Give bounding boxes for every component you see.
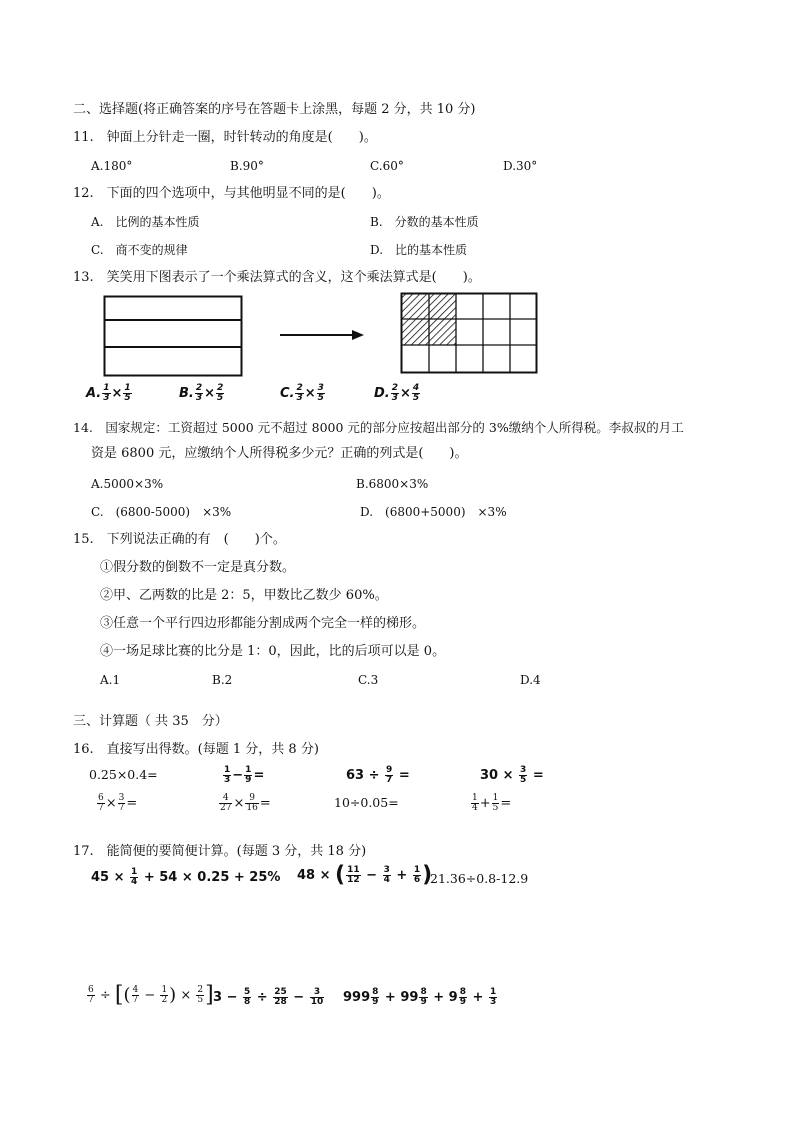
- q17-problem-3: 21.36÷0.8-12.9: [430, 871, 529, 886]
- section-3-header: 三、计算题（ 共 35 分）: [73, 714, 228, 729]
- q12-stem: 12. 下面的四个选项中，与其他明显不同的是( )。: [73, 186, 390, 201]
- q15-option-b: B.2: [212, 673, 233, 687]
- q15-stem: 15. 下列说法正确的有 ( )个。: [73, 532, 286, 547]
- q14-stem-line2: 资是 6800 元，应缴纳个人所得税多少元？正确的列式是( )。: [91, 446, 468, 461]
- q13-option-d: D. $\frac{2}{3}$ × $\frac{4}{5}$: [374, 383, 420, 403]
- q17-stem: 17. 能简便的要简便计算。(每题 3 分，共 18 分): [73, 844, 367, 859]
- section-2-header: 二、选择题(将正确答案的序号在答题卡上涂黑，每题 2 分，共 10 分): [73, 102, 476, 117]
- q16-expr-7: 10÷0.05=: [334, 795, 399, 810]
- q11-stem: 11. 钟面上分针走一圈，时针转动的角度是( )。: [73, 130, 377, 145]
- q15-statement-3: ③任意一个平行四边形都能分割成两个完全一样的梯形。: [100, 616, 426, 631]
- q14-stem-line1: 14. 国家规定：工资超过 5000 元不超过 8000 元的部分应按超出部分的 3%缴纳个人所得税。李叔叔的月工: [73, 420, 684, 435]
- q15-option-a: A.1: [100, 673, 121, 687]
- q12-option-c: C. 商不变的规律: [91, 243, 188, 257]
- q14-option-a: A.5000×3%: [91, 477, 164, 491]
- q17-problem-4: $\frac{6}{7}$ ÷ [( $\frac{4}{7}$ − $\frac{1}{2}$ ) × $\frac{2}{5}$ ]: [88, 982, 214, 1008]
- q16-expr-5: $\frac{6}{7}$ × $\frac{3}{7}$ =: [98, 793, 138, 813]
- q14-option-c: C. (6800-5000) ×3%: [91, 505, 232, 519]
- q17-problem-6: 999 $\frac{8}{9}$ + 99 $\frac{8}{9}$ + 9 $\frac{8}{9}$ + $\frac{1}{3}$: [343, 987, 497, 1007]
- q16-expr-1: 0.25×0.4=: [89, 767, 158, 782]
- q16-expr-2: $\frac{1}{3}$ − $\frac{1}{9}$ =: [224, 765, 265, 785]
- q13-stem: 13. 笑笑用下图表示了一个乘法算式的含义，这个乘法算式是( )。: [73, 270, 481, 285]
- q17-problem-1: 45 × $\frac{1}{4}$ + 54 × 0.25 + 25%: [91, 867, 281, 887]
- q15-option-d: D.4: [520, 673, 541, 687]
- q17-problem-2: 48 × ( $\frac{11}{12}$ − $\frac{3}{4}$ + $\frac{1}{6}$ ): [297, 862, 433, 888]
- q14-option-d: D. (6800+5000) ×3%: [360, 505, 507, 519]
- q13-option-c: C. $\frac{2}{3}$ × $\frac{3}{5}$: [280, 383, 324, 403]
- q12-option-b: B. 分数的基本性质: [370, 215, 479, 229]
- q15-statement-2: ②甲、乙两数的比是 2：5，甲数比乙数少 60%。: [100, 588, 388, 603]
- arrow-right-icon: [278, 328, 366, 342]
- q13-right-grid: [400, 292, 538, 374]
- q13-left-rectangle: [103, 295, 243, 377]
- q12-option-d: D. 比的基本性质: [370, 243, 468, 257]
- q12-option-a: A. 比例的基本性质: [91, 215, 200, 229]
- q11-option-c: C.60°: [370, 159, 404, 173]
- q16-expr-8: $\frac{1}{4}$ + $\frac{1}{5}$ =: [472, 793, 512, 813]
- q15-option-c: C.3: [358, 673, 379, 687]
- q13-option-a: A. $\frac{1}{3}$ × $\frac{1}{5}$: [86, 383, 131, 403]
- q15-statement-4: ④一场足球比赛的比分是 1：0，因此，比的后项可以是 0。: [100, 644, 446, 659]
- q13-option-b: B. $\frac{2}{3}$ × $\frac{2}{5}$: [179, 383, 224, 403]
- q11-option-b: B.90°: [230, 159, 264, 173]
- q16-expr-3: 63 ÷ $\frac{9}{7}$ =: [346, 765, 410, 785]
- q14-option-b: B.6800×3%: [356, 477, 429, 491]
- q11-option-d: D.30°: [503, 159, 538, 173]
- q17-problem-5: 3 − $\frac{5}{8}$ ÷ $\frac{25}{28}$ − $\frac{3}{10}$: [213, 987, 324, 1007]
- q15-statement-1: ①假分数的倒数不一定是真分数。: [100, 560, 296, 575]
- q16-expr-4: 30 × $\frac{3}{5}$ =: [480, 765, 544, 785]
- q11-option-a: A.180°: [91, 159, 133, 173]
- q16-stem: 16. 直接写出得数。(每题 1 分，共 8 分): [73, 742, 319, 757]
- q16-expr-6: $\frac{4}{27}$ × $\frac{9}{16}$ =: [220, 793, 271, 813]
